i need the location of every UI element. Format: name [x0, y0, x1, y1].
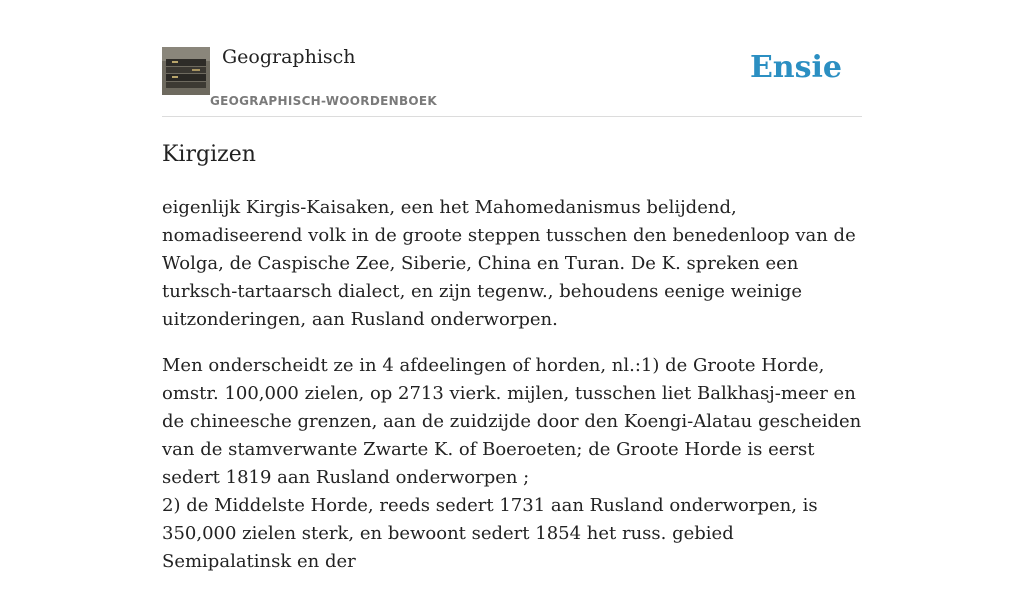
article-title: Kirgizen [162, 142, 256, 167]
ensie-logo[interactable]: Ensie [749, 50, 842, 85]
source-header [162, 0, 862, 117]
source-title[interactable]: Geographisch [222, 46, 356, 68]
article-paragraph: eigenlijk Kirgis-Kaisaken, een het Mahomedanismus belijdend, nomadiseerend volk in de groote steppen tusschen den benedenloop van de Wolga, de Caspische Zee, Siberie, China en Turan. De K. spreken een turksch-tartaarsch dialect, en zijn tegenw., behoudens eenige weinige uitzonderingen, aan Rusland onderworpen. [162, 197, 856, 330]
source-id[interactable]: GEOGRAPHISCH-WOORDENBOEK [210, 94, 437, 108]
article [162, 140, 862, 594]
book-icon[interactable] [162, 47, 210, 95]
article-paragraph: 2) de Middelste Horde, reeds sedert 1731 aan Rusland onderworpen, is 350,000 zielen sterk, en bewoont sedert 1854 het russ. gebied Semipalatinsk en der [162, 495, 818, 572]
article-paragraph: Men onderscheidt ze in 4 afdeelingen of horden, nl.:1) de Groote Horde, omstr. 100,000 zielen, op 2713 vierk. mijlen, tusschen liet Balkhasj-meer en de chineesche grenzen, aan de zuidzijde door den Koengi-Alatau gescheiden van de stamverwante Zwarte K. of Boeroeten; de Groote Horde is eerst sedert 1819 aan Rusland onderworpen ; [162, 355, 862, 488]
